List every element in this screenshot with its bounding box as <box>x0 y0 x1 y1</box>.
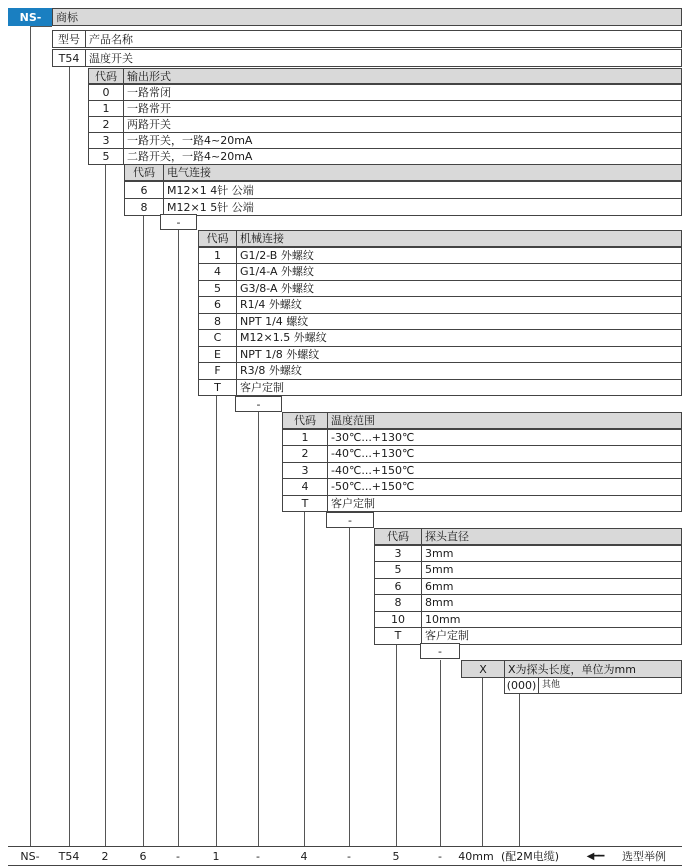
separator-2: - <box>235 396 282 412</box>
separator-3: - <box>326 512 374 528</box>
mechanical-row-label: M12×1.5 外螺纹 <box>236 329 682 347</box>
probe-length-other-code: (000) <box>504 677 539 694</box>
mechanical-row-label: NPT 1/8 外螺纹 <box>236 346 682 364</box>
mechanical-row-code: 5 <box>198 280 237 298</box>
example-code: 1 <box>212 849 220 863</box>
temperature-row-label: -50℃...+150℃ <box>327 478 682 496</box>
mechanical-row-label: G1/4-A 外螺纹 <box>236 263 682 281</box>
connector-line <box>396 643 397 846</box>
probe-length-label: X为探头长度，单位为mm <box>504 660 682 678</box>
probe-code-header: 代码 <box>374 528 422 545</box>
temperature-row-code: 4 <box>282 478 328 496</box>
temperature-row-code: 3 <box>282 462 328 480</box>
connector-line <box>30 26 31 846</box>
probe-row-code: 10 <box>374 611 422 629</box>
probe-length-code: X <box>461 660 505 678</box>
example-code: - <box>176 849 180 863</box>
brand-prefix: NS- <box>8 8 53 26</box>
probe-row-code: T <box>374 627 422 645</box>
mechanical-row-code: 6 <box>198 296 237 314</box>
connector-line <box>440 660 441 846</box>
probe-row-code: 3 <box>374 545 422 563</box>
probe-row-code: 5 <box>374 561 422 579</box>
connector-line <box>105 164 106 846</box>
output-row-code: 1 <box>88 100 124 117</box>
example-code: T54 <box>58 849 80 863</box>
brand-label: 商标 <box>52 8 682 26</box>
temperature-row-code: 1 <box>282 429 328 447</box>
probe-row-code: 8 <box>374 594 422 612</box>
connector-line <box>143 214 144 846</box>
example-length-note: (配2M电缆) <box>500 850 560 863</box>
connector-line <box>349 528 350 846</box>
mechanical-row-label: 客户定制 <box>236 379 682 397</box>
connector-stub <box>30 26 52 27</box>
probe-length-other-label: 其他 <box>538 677 682 694</box>
connector-line <box>258 412 259 846</box>
mechanical-row-label: G3/8-A 外螺纹 <box>236 280 682 298</box>
example-label: 选型举例 <box>622 850 666 863</box>
temperature-code-header: 代码 <box>282 412 328 429</box>
output-row-code: 3 <box>88 132 124 149</box>
example-code: NS- <box>20 849 40 863</box>
electrical-row-code: 8 <box>124 198 164 216</box>
electrical-row-code: 6 <box>124 181 164 199</box>
example-length-value: 40mm <box>458 849 494 863</box>
output-row-code: 5 <box>88 148 124 165</box>
mechanical-row-label: G1/2-B 外螺纹 <box>236 247 682 265</box>
separator-1: - <box>160 214 197 230</box>
mechanical-code-header: 代码 <box>198 230 237 247</box>
mechanical-row-code: 4 <box>198 263 237 281</box>
output-row-code: 2 <box>88 116 124 133</box>
mechanical-row-code: F <box>198 362 237 380</box>
electrical-row-label: M12×1 4针 公端 <box>163 181 682 199</box>
example-code: 5 <box>392 849 400 863</box>
temperature-row-label: 客户定制 <box>327 495 682 513</box>
example-code: 4 <box>300 849 308 863</box>
mechanical-row-label: NPT 1/4 螺纹 <box>236 313 682 331</box>
electrical-code-header: 代码 <box>124 164 164 181</box>
temperature-row-label: -40℃...+150℃ <box>327 462 682 480</box>
model-name: 温度开关 <box>85 49 682 67</box>
connector-line <box>519 694 520 846</box>
temperature-row-code: T <box>282 495 328 513</box>
electrical-row-label: M12×1 5针 公端 <box>163 198 682 216</box>
output-row-code: 0 <box>88 84 124 101</box>
probe-row-code: 6 <box>374 578 422 596</box>
output-row-label: 一路常开 <box>123 100 682 117</box>
probe-row-label: 8mm <box>421 594 682 612</box>
connector-line <box>482 678 483 846</box>
output-code-header: 代码 <box>88 68 124 84</box>
example-code: - <box>347 849 351 863</box>
temperature-row-label: -40℃...+130℃ <box>327 445 682 463</box>
mechanical-row-code: 8 <box>198 313 237 331</box>
output-row-label: 两路开关 <box>123 116 682 133</box>
example-code: 2 <box>101 849 109 863</box>
probe-row-label: 5mm <box>421 561 682 579</box>
connector-line <box>178 230 179 846</box>
model-header-value: 产品名称 <box>85 30 682 48</box>
mechanical-row-label: R1/4 外螺纹 <box>236 296 682 314</box>
mechanical-row-code: 1 <box>198 247 237 265</box>
temperature-row-label: -30℃...+130℃ <box>327 429 682 447</box>
model-code: T54 <box>52 49 86 67</box>
mechanical-row-label: R3/8 外螺纹 <box>236 362 682 380</box>
arrow-left-icon: ◀━━ <box>586 850 604 862</box>
probe-row-label: 10mm <box>421 611 682 629</box>
example-code: - <box>256 849 260 863</box>
electrical-title: 电气连接 <box>163 164 682 181</box>
probe-row-label: 6mm <box>421 578 682 596</box>
example-code: 6 <box>139 849 147 863</box>
model-header: 型号 <box>52 30 86 48</box>
mechanical-row-code: T <box>198 379 237 397</box>
probe-row-label: 3mm <box>421 545 682 563</box>
connector-line <box>304 512 305 846</box>
probe-title: 探头直径 <box>421 528 682 545</box>
connector-line <box>69 67 70 846</box>
output-row-label: 二路开关，一路4~20mA <box>123 148 682 165</box>
output-row-label: 一路开关，一路4~20mA <box>123 132 682 149</box>
output-title: 输出形式 <box>123 68 682 84</box>
temperature-row-code: 2 <box>282 445 328 463</box>
connector-line <box>216 396 217 846</box>
mechanical-row-code: C <box>198 329 237 347</box>
output-row-label: 一路常闭 <box>123 84 682 101</box>
example-code: - <box>438 849 442 863</box>
mechanical-title: 机械连接 <box>236 230 682 247</box>
temperature-title: 温度范围 <box>327 412 682 429</box>
mechanical-row-code: E <box>198 346 237 364</box>
probe-row-label: 客户定制 <box>421 627 682 645</box>
separator-4: - <box>420 643 460 659</box>
